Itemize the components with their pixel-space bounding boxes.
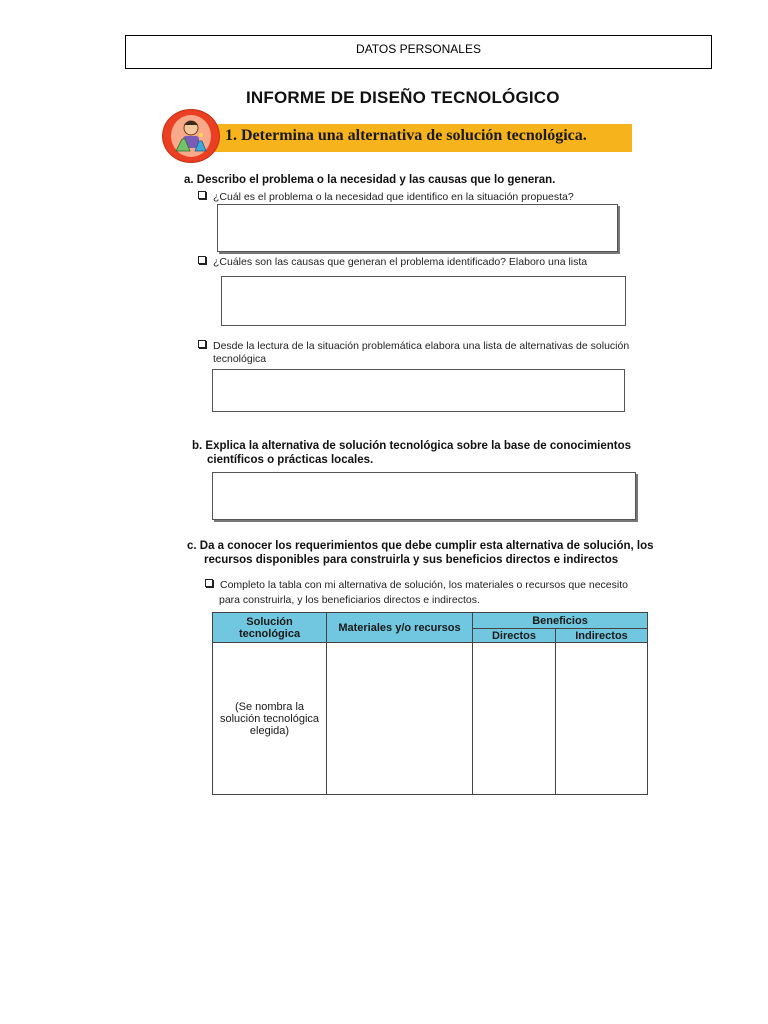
checkbox-icon [205,579,213,587]
question-2 [198,256,587,269]
report-title: INFORME DE DISEÑO TECNOLÓGICO [246,88,560,107]
section-b-line2: científicos o prácticas locales. [207,454,374,466]
personal-data-header [125,35,712,69]
checkbox-icon [198,191,206,199]
solution-cell-line1: (Se nombra la [234,700,305,713]
header-materials: Materiales y/o recursos [327,613,473,643]
section-a-heading: a. Describo el problema o la necesidad y las causas que lo generan. [184,174,556,186]
question-1-text: ¿Cuál es el problema o la necesidad que identifico en la situación propuesta? [213,191,574,203]
answer-box-problem[interactable] [217,204,618,252]
header-benefits: Beneficios [473,613,648,629]
solution-cell-line3: elegida) [249,724,290,737]
table-instruction [205,579,628,592]
question-3-text-line2: tecnológica [213,353,267,365]
table-instruction-line1: Completo la tabla con mi alternativa de solución, los materiales o recursos que necesito [220,579,628,591]
step-banner-text: 1. Determina una alternativa de solución tecnológica. [225,127,587,144]
header-solution-line2: tecnológica [238,627,301,640]
badge-illustration [171,115,211,157]
header-solution [213,613,327,643]
header-solution-line1: Solución [246,615,293,628]
materials-cell[interactable] [327,643,473,795]
direct-benefits-cell[interactable] [473,643,556,795]
header-indirect: Indirectos [556,629,648,643]
question-1 [198,191,574,204]
indirect-benefits-cell[interactable] [556,643,648,795]
answer-box-causes[interactable] [221,276,626,326]
answer-box-explanation[interactable] [212,472,636,520]
requirements-table [212,612,648,795]
section-c-line2: recursos disponibles para construirla y sus beneficios directos e indirectos [204,554,619,566]
section-b-line1: b. Explica la alternativa de solución tecnológica sobre la base de conocimientos [192,440,632,452]
checkbox-icon [198,256,206,264]
solution-cell[interactable] [213,643,327,795]
header-direct: Directos [473,629,556,643]
question-3 [198,340,629,353]
question-3-text-line1: Desde la lectura de la situación problemática elabora una lista de alternativas de solución [213,340,630,352]
checkbox-icon [198,340,206,348]
table-instruction-line2: para construirla, y los beneficiarios directos e indirectos. [219,594,480,606]
answer-box-alternatives[interactable] [212,369,625,412]
personal-data-label: DATOS PERSONALES [356,42,481,56]
solution-cell-line2: solución tecnológica [219,712,320,725]
section-c-line1: c. Da a conocer los requerimientos que debe cumplir esta alternativa de solución, los [187,540,654,552]
question-2-text: ¿Cuáles son las causas que generan el problema identificado? Elaboro una lista [213,256,588,268]
